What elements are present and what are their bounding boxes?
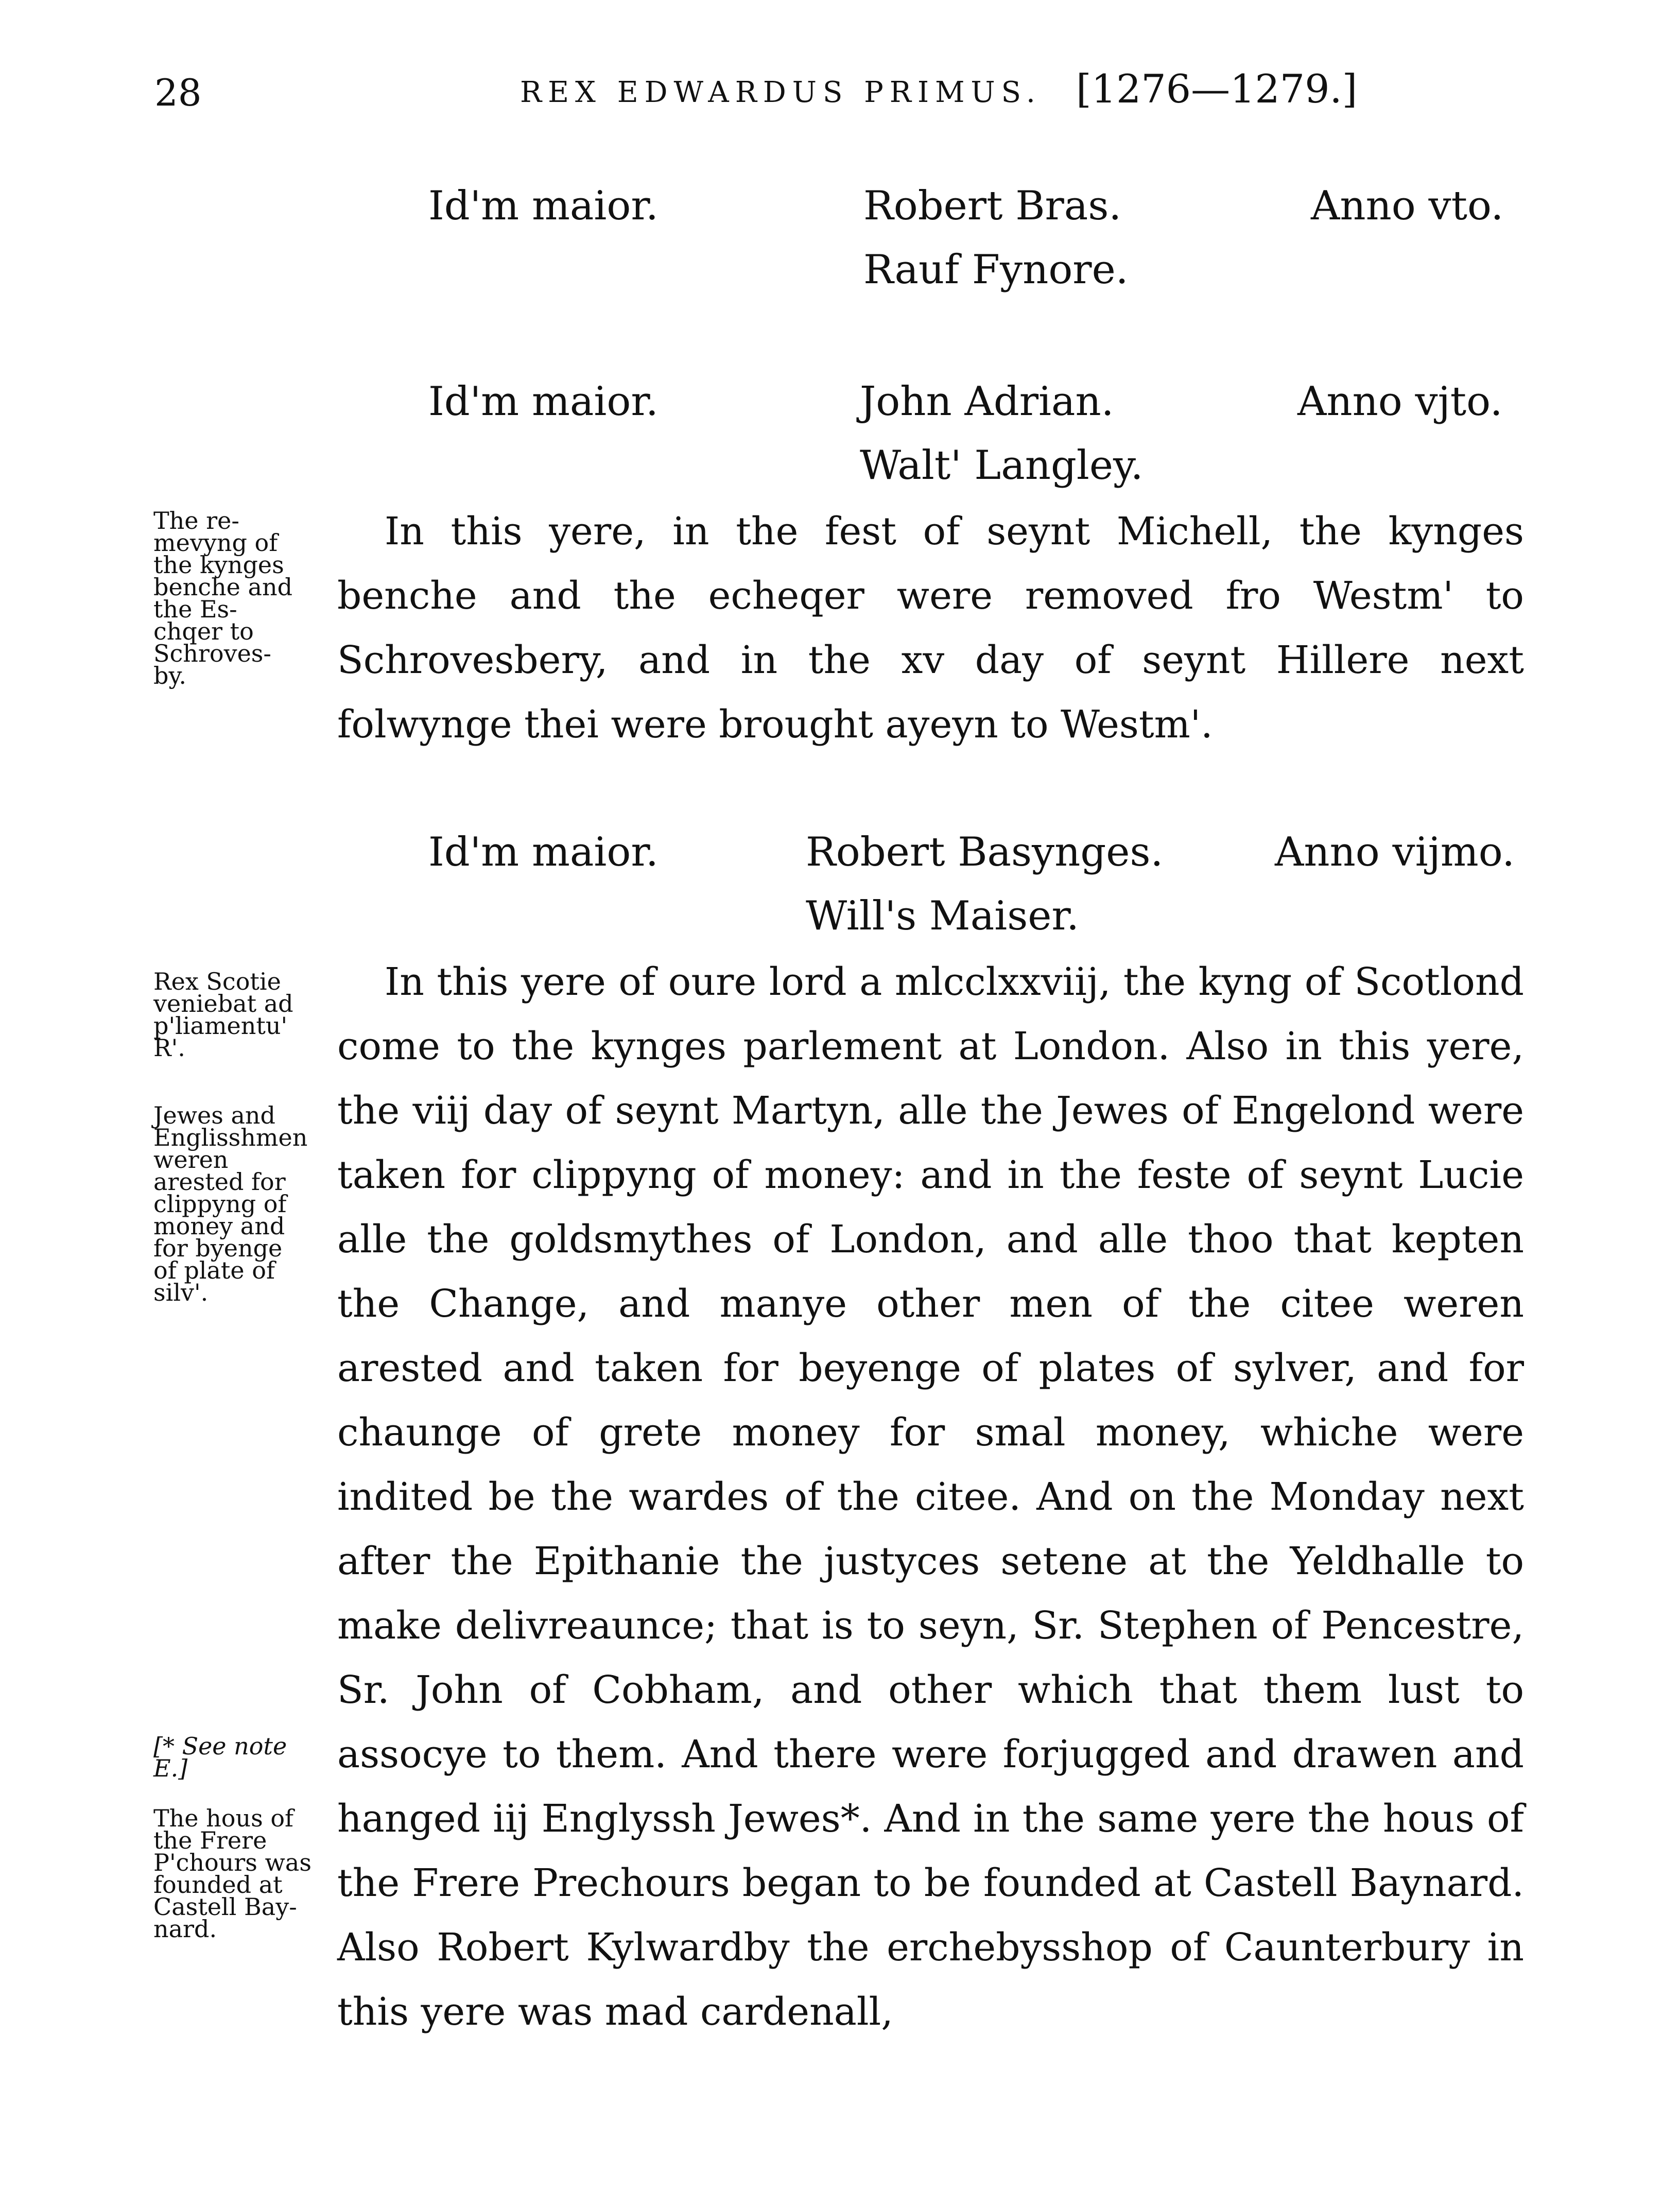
running-years: [1276—1279.]: [1076, 66, 1358, 112]
paragraph-benches: In this yere, in the fest of seynt Michell, the kynges benche and the echeqer were removed fro Westm' to Schrovesbery, and in the xv day of seynt Hillere next folwynge thei were brought ayeyn to Westm'.: [337, 509, 1524, 747]
sidenote-scots-king: Rex Scotie veniebat ad p'liamentu' R'.: [153, 968, 293, 1062]
paragraph-parliament: In this yere of oure lord a mlcclxxviij, the kyng of Scotlond come to the kynges parlement at London. Also in this yere, the viij day of seynt Martyn, alle the Jewes of Engelond were taken for clippyng of money: and in the feste of seynt Lucie alle the goldsmythes of London, and alle thoo that kepten the Change, and manye other men of the citee weren arested and taken for beyenge of plates of sylver, and for chaunge of grete money for smal money, whiche were indited be the wardes of the citee. And on the Monday next after the Epithanie the justyces setene at the Yeldhalle to make delivreaunce; that is to seyn, Sr. Stephen of Pencestre, Sr. John of Cobham, and other which that them lust to assocye to them. And there were forjugged and drawen and hanged iij Englyssh Jewes*. And in the same yere the hous of the Frere Prechours began to be founded at Castell Baynard. Also Robert Kylwardby the erchebysshop of Caunterbury in this yere was mad cardenall,: [337, 960, 1524, 2034]
regnal-year: Anno vijmo.: [1275, 829, 1515, 875]
sheriff-name: Walt' Langley.: [860, 442, 1144, 489]
sheriffs-list: [806, 821, 1163, 949]
mayor-line: Id'm maior.: [428, 378, 659, 425]
running-title: REX EDWARDUS PRIMUS.: [520, 76, 1042, 109]
regnal-year: Anno vto.: [1311, 183, 1504, 229]
sheriff-name: Rauf Fynore.: [863, 247, 1129, 293]
sheriffs-list: [860, 371, 1144, 498]
regnal-year: Anno vjto.: [1297, 378, 1503, 425]
mayor-line: Id'm maior.: [428, 183, 659, 229]
mayor-line: Id'm maior.: [428, 829, 659, 875]
sidenote-jewes: Jewes and Englisshmen weren arested for clippyng of money and for byenge of plate of silv'.: [153, 1101, 308, 1306]
sheriff-name: Robert Bras.: [863, 183, 1122, 229]
page-number: 28: [154, 71, 202, 114]
sheriff-name: Robert Basynges.: [806, 829, 1164, 875]
sheriffs-list: [863, 175, 1129, 303]
sidenote-frere-prechours: The hous of the Frere P'chours was founded at Castell Bay- nard.: [153, 1804, 311, 1943]
sheriff-name: Will's Maiser.: [806, 893, 1079, 939]
sheriff-name: John Adrian.: [860, 378, 1114, 425]
sidenote-benches: The re- mevyng of the kynges benche and the Es- chqer to Schroves- by.: [153, 507, 293, 689]
sidenote-see-note: [* See note E.]: [153, 1732, 287, 1782]
